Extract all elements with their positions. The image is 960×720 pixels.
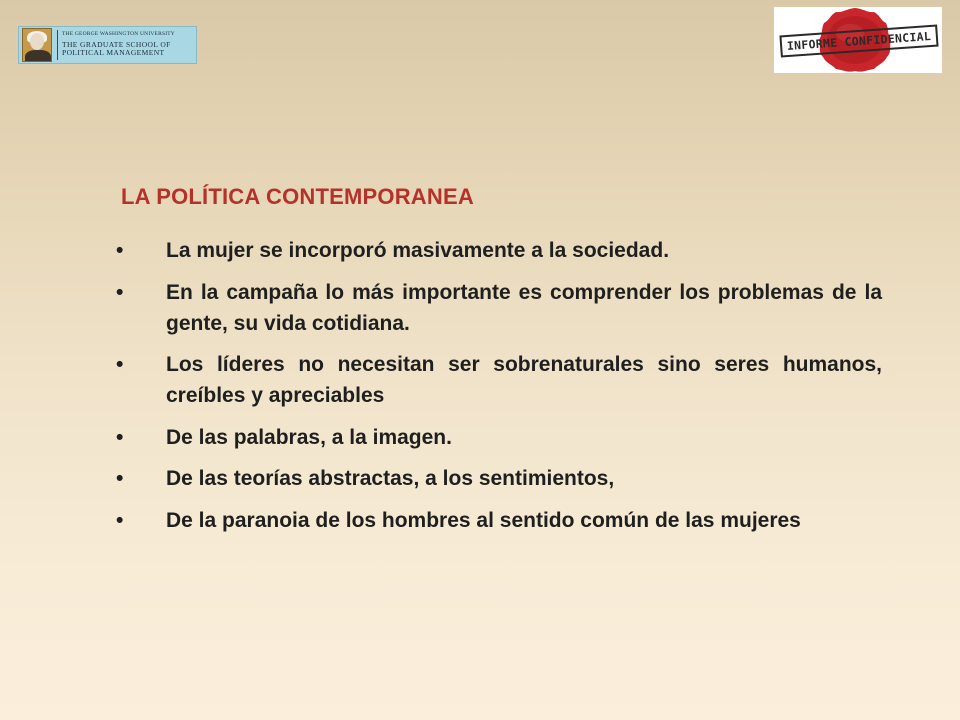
bullet-marker: •	[116, 508, 124, 532]
bullet-text: De las palabras, a la imagen.	[166, 425, 452, 449]
informe-confidencial-logo	[774, 7, 942, 73]
gwu-school-line-1: THE GRADUATE SCHOOL OF	[62, 39, 171, 49]
bullet-marker: •	[116, 280, 124, 304]
bullet-text: De la paranoia de los hombres al sentido común de las mujeres	[166, 508, 801, 532]
bullet-marker: •	[116, 239, 124, 262]
gwu-logo	[18, 26, 197, 64]
bullet-marker: •	[116, 353, 124, 376]
bullet-item	[112, 277, 882, 339]
bullet-marker: •	[116, 425, 124, 449]
washington-portrait-icon	[22, 28, 52, 62]
bullet-marker: •	[116, 467, 124, 490]
bullet-item	[112, 422, 882, 453]
bullet-text: Los líderes no necesitan ser sobrenaturales sino seres humanos, creíbles y apreciables	[166, 353, 882, 407]
bullet-text: De las teorías abstractas, a los sentimientos,	[166, 467, 615, 490]
bullet-text: En la campaña lo más importante es comprender los problemas de la gente, su vida cotidiana.	[166, 280, 882, 335]
bullet-item	[112, 235, 882, 266]
bullet-list	[112, 235, 882, 546]
bullet-item	[112, 463, 882, 494]
bullet-item	[112, 505, 882, 536]
logo-divider	[57, 30, 58, 60]
gwu-school-line-2: POLITICAL MANAGEMENT	[62, 48, 165, 58]
bullet-item	[112, 349, 882, 411]
gwu-logo-text	[62, 32, 175, 58]
bullet-text: La mujer se incorporó masivamente a la sociedad.	[166, 239, 670, 262]
slide-title: LA POLÍTICA CONTEMPORANEA	[121, 184, 474, 209]
gwu-university-name: THE GEORGE WASHINGTON UNIVERSITY	[62, 31, 175, 38]
informe-confidencial-text: INFORME CONFIDENCIAL	[786, 28, 932, 54]
